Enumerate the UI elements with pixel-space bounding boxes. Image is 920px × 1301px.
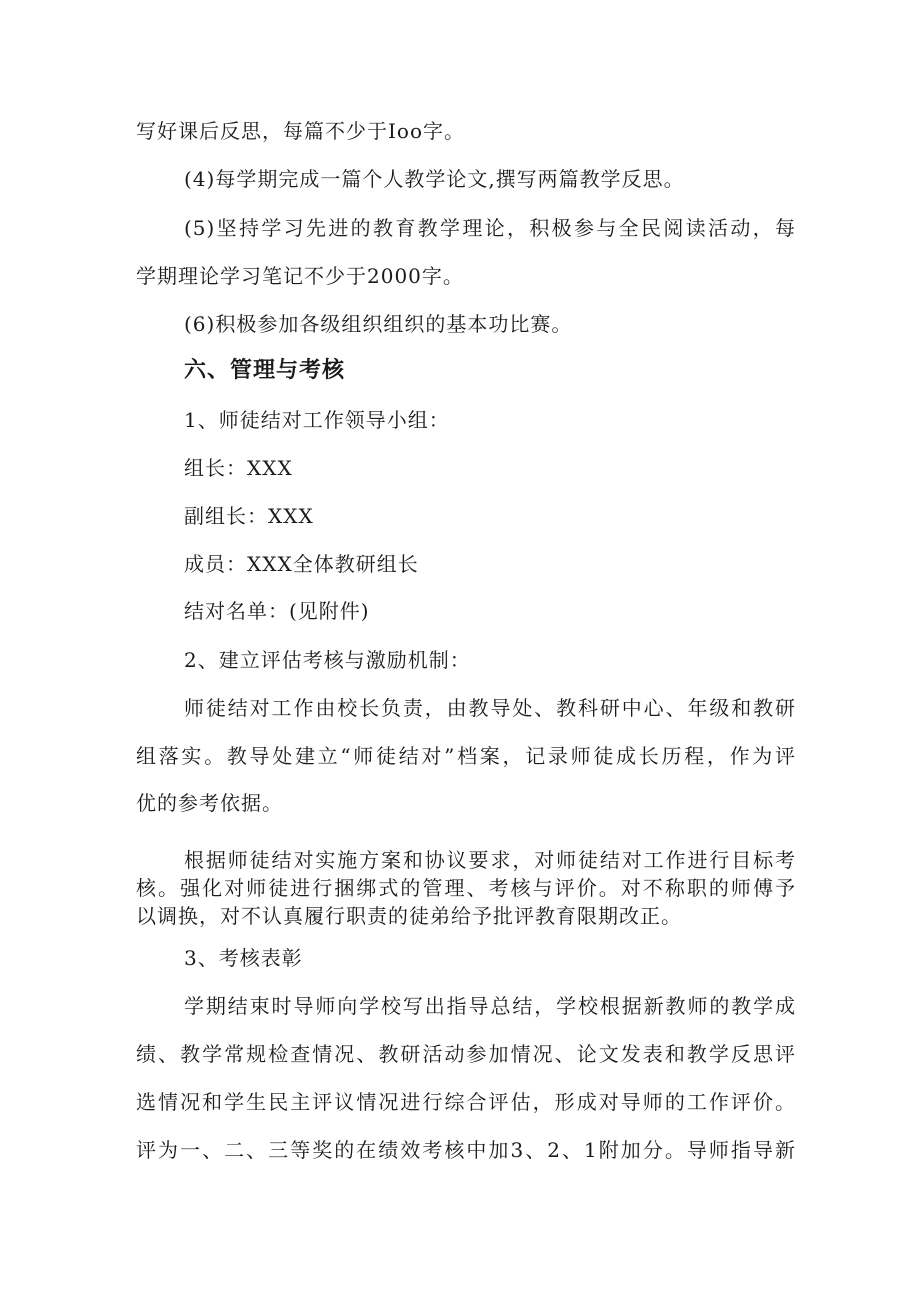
pairing-list: 结对名单：(见附件)	[184, 599, 370, 623]
group-members: 成员：XXX全体教研组长	[184, 552, 419, 576]
requirement-item-5: (5)坚持学习先进的教育教学理论，积极参与全民阅读活动，每	[184, 216, 796, 240]
group-leader: 组长：XXX	[184, 456, 293, 480]
paragraph-line: 根据师徒结对实施方案和协议要求，对师徒结对工作进行目标考	[184, 848, 796, 872]
paragraph-line: 写好课后反思，每篇不少于Ioo字。	[136, 119, 465, 143]
paragraph-line: 绩、教学常规检查情况、教研活动参加情况、论文发表和教学反思评	[136, 1042, 796, 1066]
paragraph-line: 学期理论学习笔记不少于2000字。	[136, 264, 464, 288]
requirement-item-4: (4)每学期完成一篇个人教学论文,撰写两篇教学反思。	[184, 167, 685, 191]
paragraph-line: 组落实。教导处建立“师徒结对”档案，记录师徒成长历程，作为评	[136, 744, 796, 768]
paragraph-line: 评为一、二、三等奖的在绩效考核中加3、2、1附加分。导师指导新	[136, 1138, 796, 1162]
paragraph-line: 师徒结对工作由校长负责，由教导处、教科研中心、年级和教研	[184, 696, 796, 720]
subsection-title: 1、师徒结对工作领导小组：	[184, 408, 450, 432]
subsection-title: 3、考核表彰	[184, 946, 303, 970]
paragraph-line: 选情况和学生民主评议情况进行综合评估，形成对导师的工作评价。	[136, 1090, 796, 1114]
paragraph-line: 以调换，对不认真履行职责的徒弟给予批评教育限期改正。	[136, 904, 682, 928]
paragraph-line: 核。强化对师徒进行捆绑式的管理、考核与评价。对不称职的师傅予	[136, 876, 796, 900]
paragraph-line: 优的参考依据。	[136, 791, 283, 815]
paragraph-line: 学期结束时导师向学校写出指导总结，学校根据新教师的教学成	[184, 994, 796, 1018]
deputy-leader: 副组长：XXX	[184, 504, 314, 528]
section-heading: 六、管理与考核	[184, 358, 346, 383]
requirement-item-6: (6)积极参加各级组织组织的基本功比赛。	[184, 312, 573, 336]
subsection-title: 2、建立评估考核与激励机制：	[184, 648, 471, 672]
